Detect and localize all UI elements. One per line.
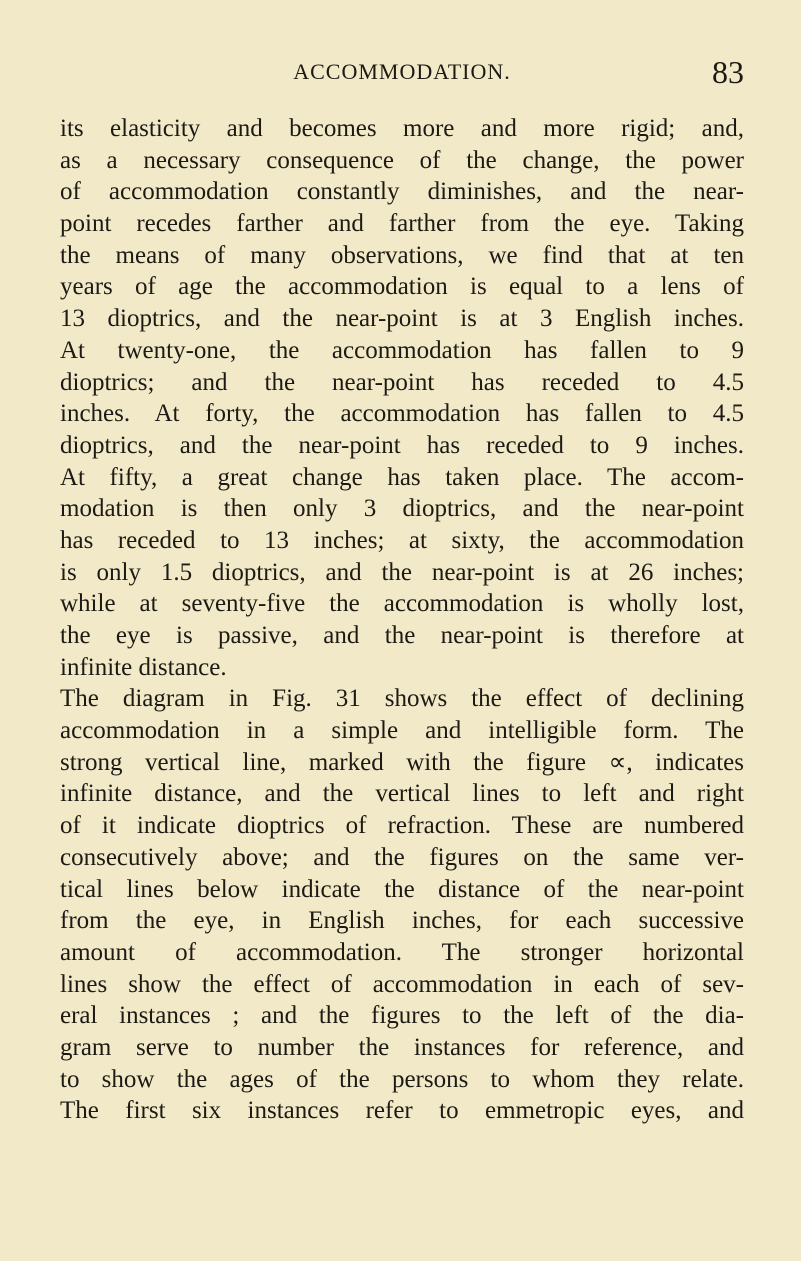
running-title: ACCOMMODATION. — [293, 59, 511, 84]
body-text — [60, 113, 744, 1127]
text-line: the eye is passive, and the near-point is therefore at — [60, 622, 744, 649]
paragraph-1 — [60, 113, 744, 683]
text-line: as a necessary consequence of the change, the power — [60, 146, 744, 174]
text-line: The diagram in Fig. 31 shows the effect of declining — [60, 685, 744, 713]
text-line: At twenty-one, the accommodation has fallen to 9 — [60, 336, 744, 364]
text-line: infinite distance, and the vertical lines to left and right — [60, 780, 744, 808]
page-number: 83 — [712, 54, 744, 90]
text-line: consecutively above; and the figures on the same ver- — [60, 843, 744, 871]
text-line: At fifty, a great change has taken place. The accom- — [60, 463, 744, 491]
text-line: to show the ages of the persons to whom they relate. — [60, 1065, 744, 1093]
text-line: dioptrics, and the near-point has receded to 9 inches. — [60, 431, 744, 459]
text-line: its elasticity and becomes more and more rigid; and, — [60, 115, 744, 142]
text-line: while at seventy-five the accommodation is wholly lost, — [60, 590, 744, 618]
text-line: eral instances ; and the figures to the left of the dia- — [60, 1002, 744, 1030]
text-line: inches. At forty, the accommodation has fallen to 4.5 — [60, 400, 744, 428]
text-line: the means of many observations, we find that at ten — [60, 241, 744, 269]
text-line: strong vertical line, marked with the figure ∝, indicates — [60, 748, 744, 776]
text-line: tical lines below indicate the distance of the near-point — [60, 875, 744, 903]
paragraph-2 — [60, 683, 744, 1127]
text-line: modation is then only 3 dioptrics, and the near-point — [60, 495, 744, 523]
text-line: gram serve to number the instances for reference, and — [60, 1033, 744, 1061]
text-line: accommodation in a simple and intelligible form. The — [60, 717, 744, 745]
text-line: has receded to 13 inches; at sixty, the accommodation — [60, 526, 744, 554]
text-line: dioptrics; and the near-point has receded to 4.5 — [60, 368, 744, 396]
text-line: amount of accommodation. The stronger horizontal — [60, 938, 744, 966]
text-line: years of age the accommodation is equal to a lens of — [60, 273, 744, 301]
text-line: lines show the effect of accommodation in each of sev- — [60, 970, 744, 998]
text-line: of accommodation constantly diminishes, and the near- — [60, 178, 744, 206]
running-head — [60, 54, 744, 96]
text-line: point recedes farther and farther from the eye. Taking — [60, 210, 744, 238]
text-line: of it indicate dioptrics of refraction. These are numbered — [60, 812, 744, 840]
text-line: 13 dioptrics, and the near-point is at 3 English inches. — [60, 305, 744, 333]
text-line: from the eye, in English inches, for each successive — [60, 907, 744, 935]
text-line: infinite distance. — [60, 653, 227, 681]
text-line: is only 1.5 dioptrics, and the near-point is at 26 inches; — [60, 558, 744, 586]
text-line: The first six instances refer to emmetropic eyes, and — [60, 1097, 744, 1125]
